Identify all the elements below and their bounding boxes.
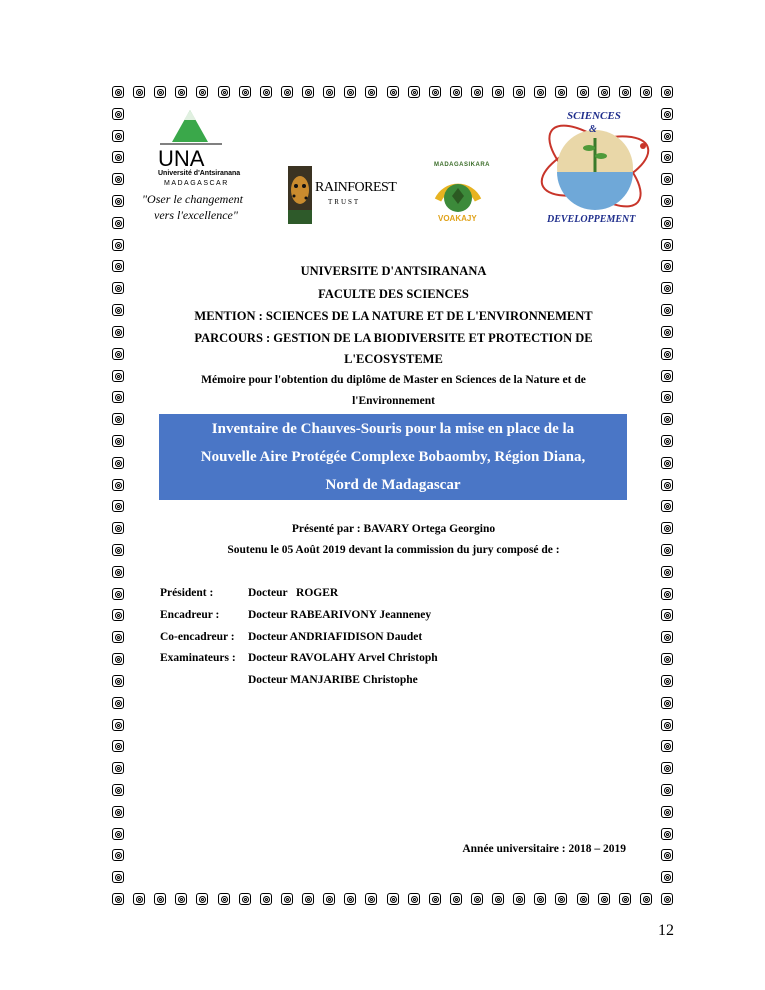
border-ornament — [471, 893, 483, 905]
border-ornament — [154, 86, 166, 98]
una-country-label: MADAGASCAR — [164, 180, 229, 187]
border-ornament — [661, 653, 673, 665]
border-ornament — [661, 479, 673, 491]
border-ornament — [154, 893, 166, 905]
border-ornament — [112, 370, 124, 382]
border-ornament — [239, 86, 251, 98]
border-ornament — [112, 697, 124, 709]
border-ornament — [661, 849, 673, 861]
border-ornament — [661, 108, 673, 120]
border-ornament — [112, 260, 124, 272]
border-ornament — [365, 86, 377, 98]
border-ornament — [112, 348, 124, 360]
border-ornament — [661, 130, 673, 142]
border-ornament — [365, 893, 377, 905]
border-ornament — [661, 239, 673, 251]
border-ornament — [260, 86, 272, 98]
border-ornament — [133, 893, 145, 905]
border-ornament — [661, 435, 673, 447]
university-name: UNIVERSITE D'ANTSIRANANA — [300, 264, 487, 278]
jury-encadreur-label: Encadreur : — [160, 609, 220, 621]
thesis-title-line-3: Nord de Madagascar — [325, 477, 461, 493]
border-ornament — [661, 86, 673, 98]
border-ornament — [598, 893, 610, 905]
border-ornament — [112, 675, 124, 687]
border-ornament — [640, 86, 652, 98]
border-ornament — [323, 893, 335, 905]
faculty-name: FACULTE DES SCIENCES — [318, 287, 469, 301]
border-ornament — [175, 86, 187, 98]
memoire-line: Mémoire pour l'obtention du diplôme de Master en Sciences de la Nature et de — [201, 374, 586, 386]
border-ornament — [619, 86, 631, 98]
border-ornament — [112, 173, 124, 185]
border-ornament — [302, 893, 314, 905]
border-ornament — [196, 893, 208, 905]
border-ornament — [661, 500, 673, 512]
border-ornament — [112, 522, 124, 534]
border-ornament — [661, 544, 673, 556]
border-ornament — [661, 697, 673, 709]
border-ornament — [577, 893, 589, 905]
border-ornament — [239, 893, 251, 905]
border-ornament — [218, 893, 230, 905]
sciences-mid: & — [589, 124, 597, 135]
thesis-title-box — [159, 414, 627, 500]
jury-president-label: Président : — [160, 587, 214, 599]
border-ornament — [302, 86, 314, 98]
border-ornament — [661, 719, 673, 731]
rainforest-trust-logo — [288, 166, 397, 226]
border-ornament — [112, 195, 124, 207]
border-ornament — [661, 457, 673, 469]
border-ornament — [661, 348, 673, 360]
parcours-line-2: L'ECOSYSTEME — [344, 352, 443, 366]
border-ornament — [387, 86, 399, 98]
border-ornament — [112, 828, 124, 840]
border-ornament — [408, 893, 420, 905]
rainforest-sub: TRUST — [328, 198, 361, 206]
border-ornament — [577, 86, 589, 98]
jury-examinateur-1: Docteur RAVOLAHY Arvel Christoph — [248, 652, 438, 664]
jury-examinateurs-label: Examinateurs : — [160, 652, 236, 664]
jury-encadreur-name: Docteur RABEARIVONY Jeanneney — [248, 609, 432, 621]
presented-by: Présenté par : BAVARY Ortega Georgino — [291, 523, 496, 535]
border-ornament — [661, 806, 673, 818]
jury-president-name: Docteur ROGER — [248, 587, 339, 599]
border-ornament — [112, 435, 124, 447]
border-ornament — [429, 893, 441, 905]
border-ornament — [661, 631, 673, 643]
border-ornament — [112, 806, 124, 818]
border-ornament — [534, 86, 546, 98]
border-ornament — [112, 151, 124, 163]
sciences-developpement-logo — [533, 108, 658, 228]
border-ornament — [175, 893, 187, 905]
border-ornament — [344, 893, 356, 905]
border-ornament — [661, 413, 673, 425]
border-ornament — [112, 609, 124, 621]
rainforest-name: RAINFOREST — [315, 180, 397, 195]
border-ornament — [492, 86, 504, 98]
border-ornament — [661, 740, 673, 752]
border-ornament — [112, 108, 124, 120]
border-ornament — [112, 588, 124, 600]
border-ornament — [661, 282, 673, 294]
border-ornament — [112, 413, 124, 425]
madagasikara-voakajy-logo — [428, 158, 488, 228]
border-ornament — [112, 893, 124, 905]
border-ornament — [661, 522, 673, 534]
border-ornament — [661, 326, 673, 338]
border-ornament — [112, 653, 124, 665]
page-number: 12 — [658, 922, 674, 939]
una-name: UNA — [158, 146, 205, 168]
border-ornament — [534, 893, 546, 905]
border-ornament — [323, 86, 335, 98]
border-ornament — [218, 86, 230, 98]
border-ornament — [112, 217, 124, 229]
border-ornament — [450, 893, 462, 905]
border-ornament — [112, 326, 124, 338]
thesis-title-line-2: Nouvelle Aire Protégée Complexe Bobaomby, Région Diana, — [200, 449, 586, 465]
border-ornament — [112, 566, 124, 578]
border-ornament — [112, 282, 124, 294]
jaguar-icon — [288, 166, 312, 224]
border-ornament — [661, 217, 673, 229]
border-ornament — [661, 609, 673, 621]
border-ornament — [661, 588, 673, 600]
border-ornament — [112, 479, 124, 491]
border-ornament — [429, 86, 441, 98]
border-ornament — [112, 849, 124, 861]
border-ornament — [112, 86, 124, 98]
border-ornament — [112, 500, 124, 512]
thesis-title-line-1: Inventaire de Chauves-Souris pour la mise en place de la — [211, 421, 575, 437]
border-ornament — [661, 173, 673, 185]
parcours-line: PARCOURS : GESTION DE LA BIODIVERSITE ET PROTECTION DE — [194, 331, 593, 345]
memoire-line-2: l'Environnement — [352, 395, 435, 407]
jury-coencadreur-label: Co-encadreur : — [160, 631, 235, 643]
una-mountain-icon — [150, 108, 270, 168]
border-ornament — [661, 151, 673, 163]
border-ornament — [492, 893, 504, 905]
border-ornament — [661, 304, 673, 316]
border-ornament — [661, 370, 673, 382]
border-ornament — [112, 544, 124, 556]
border-ornament — [112, 130, 124, 142]
jury-coencadreur-name: Docteur ANDRIAFIDISON Daudet — [248, 631, 423, 643]
border-ornament — [112, 762, 124, 774]
border-ornament — [281, 86, 293, 98]
border-ornament — [450, 86, 462, 98]
border-ornament — [260, 893, 272, 905]
border-ornament — [661, 893, 673, 905]
border-ornament — [112, 239, 124, 251]
border-ornament — [661, 195, 673, 207]
border-ornament — [281, 893, 293, 905]
border-ornament — [661, 391, 673, 403]
mention-line: MENTION : SCIENCES DE LA NATURE ET DE L'ENVIRONNEMENT — [194, 309, 593, 323]
academic-year: Année universitaire : 2018 – 2019 — [462, 843, 626, 855]
border-ornament — [513, 86, 525, 98]
border-ornament — [661, 675, 673, 687]
border-ornament — [133, 86, 145, 98]
border-ornament — [661, 871, 673, 883]
border-ornament — [661, 566, 673, 578]
border-ornament — [112, 719, 124, 731]
madagasikara-top: MADAGASIKARA — [434, 162, 490, 168]
border-ornament — [408, 86, 420, 98]
border-ornament — [112, 391, 124, 403]
border-ornament — [640, 893, 652, 905]
border-ornament — [661, 260, 673, 272]
border-ornament — [387, 893, 399, 905]
border-ornament — [619, 893, 631, 905]
border-ornament — [598, 86, 610, 98]
una-university-label: Université d'Antsiranana — [158, 170, 241, 177]
defense-line: Soutenu le 05 Août 2019 devant la commission du jury composé de : — [227, 544, 560, 556]
border-ornament — [196, 86, 208, 98]
border-ornament — [555, 893, 567, 905]
border-ornament — [112, 304, 124, 316]
border-ornament — [112, 631, 124, 643]
border-ornament — [661, 828, 673, 840]
border-ornament — [112, 457, 124, 469]
border-ornament — [112, 871, 124, 883]
sciences-top: SCIENCES — [567, 110, 621, 122]
border-ornament — [661, 762, 673, 774]
border-ornament — [471, 86, 483, 98]
una-motto-line-1: "Oser le changement — [142, 192, 244, 206]
border-ornament — [555, 86, 567, 98]
border-ornament — [513, 893, 525, 905]
border-ornament — [112, 784, 124, 796]
sciences-bottom: DEVELOPPEMENT — [547, 214, 636, 225]
jury-examinateur-2: Docteur MANJARIBE Christophe — [248, 674, 418, 686]
border-ornament — [344, 86, 356, 98]
border-ornament — [112, 740, 124, 752]
una-motto-line-2: vers l'excellence" — [154, 208, 238, 222]
madagasikara-bottom: VOAKAJY — [438, 214, 477, 223]
border-ornament — [661, 784, 673, 796]
una-logo — [142, 108, 270, 233]
